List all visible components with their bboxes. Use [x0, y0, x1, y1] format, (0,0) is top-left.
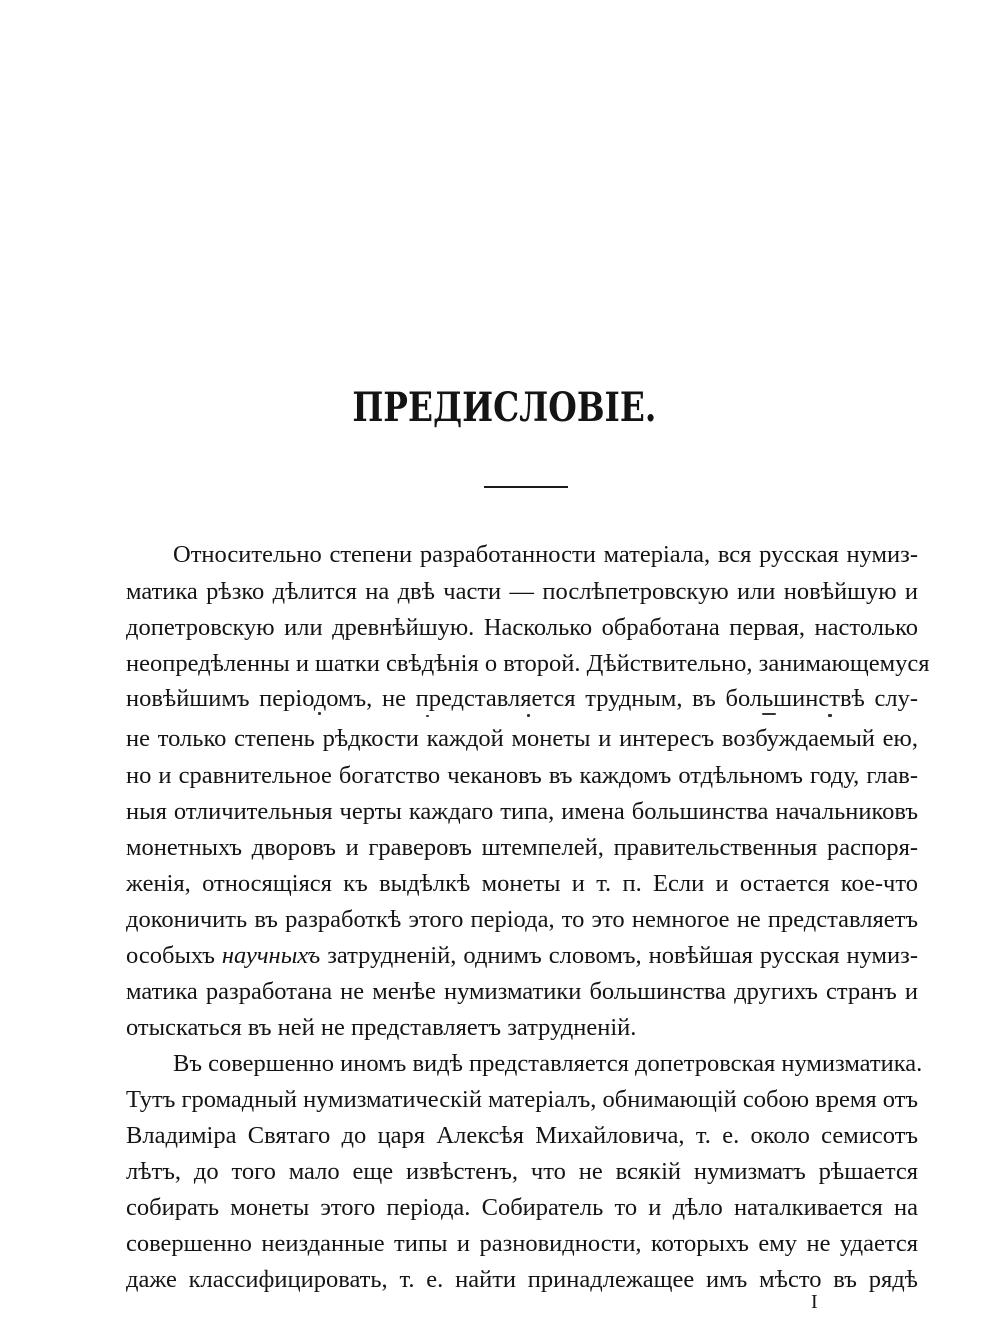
text-line: даже классифицировать, т. е. найти принадлежащее имъ мѣсто въ рядѣ	[126, 1266, 918, 1293]
text-line: совершенно неизданные типы и разновидности, которыхъ ему не удается	[126, 1230, 918, 1257]
text-line: допетровскую или древнѣйшую. Насколько обработана первая, настолько	[126, 614, 918, 641]
emphasized-word: научныхъ	[221, 942, 321, 969]
text-run: особыхъ	[126, 942, 215, 969]
text-line: женія, относящіяся къ выдѣлкѣ монеты и т. п. Если и остается кое-что	[126, 870, 918, 897]
text-line: новѣйшимъ періодомъ, не представляется трудным, въ большинствѣ слу-	[126, 685, 918, 712]
text-line: Тутъ громадный нумизматическій матеріалъ, обнимающій собою время отъ	[126, 1086, 919, 1113]
text-line: Въ совершенно иномъ видѣ представляется допетровская нумизматика.	[173, 1050, 923, 1077]
page-signature-mark: I	[811, 1291, 818, 1313]
page-title: ПРЕДИСЛОВІЕ.	[352, 384, 657, 431]
text-line: отыскаться въ ней не представляетъ затрудненій.	[126, 1014, 637, 1041]
text-line: но и сравнительное богатство чекановъ въ каждомъ отдѣльномъ году, глав-	[126, 762, 918, 789]
text-line: доконичить въ разработкѣ этого періода, то это немногое не представляетъ	[126, 906, 918, 933]
text-run: затрудненій, однимъ словомъ, новѣйшая русская нумиз-	[327, 942, 919, 969]
text-line: ныя отличительныя черты каждаго типа, имена большинства начальниковъ	[126, 798, 918, 825]
text-line: лѣтъ, до того мало еще извѣстенъ, что не всякій нумизматъ рѣшается	[126, 1158, 918, 1185]
text-line: не только степень рѣдкости каждой монеты и интересъ возбуждаемый ею,	[126, 725, 918, 752]
title-divider	[484, 486, 568, 488]
text-line: Владиміра Святаго до царя Алексѣя Михайловича, т. е. около семисотъ	[126, 1122, 918, 1149]
text-line: монетныхъ дворовъ и граверовъ штемпелей, правительственныя распоря-	[126, 834, 918, 861]
text-line: собирать монеты этого періода. Собиратель то и дѣло наталкивается на	[126, 1194, 918, 1221]
text-line: неопредѣленны и шатки свѣдѣнія о второй. Дѣйствительно, занимающемуся	[126, 650, 930, 677]
text-line: матика рѣзко дѣлится на двѣ части — послѣпетровскую или новѣйшую и	[126, 578, 918, 605]
print-gap-specks	[126, 708, 918, 720]
text-line: матика разработана не менѣе нумизматики большинства другихъ странъ и	[126, 978, 918, 1005]
text-line-with-emphasis	[126, 941, 918, 971]
text-line: Относительно степени разработанности матеріала, вся русская нумиз-	[173, 541, 918, 568]
